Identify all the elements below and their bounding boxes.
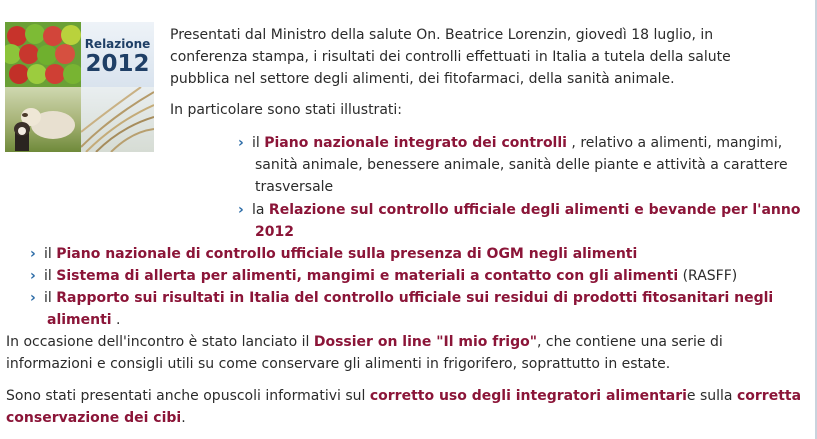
brochures-text: Sono stati presentati anche opuscoli informativi sul [6,388,370,404]
apples-photo [5,22,81,87]
badge-year: 2012 [85,51,150,77]
intro-line-1: Presentati dal Ministro della salute On. Beatrice Lorenzin, giovedì 18 luglio, in [170,27,714,43]
illustrated-heading: In particolare sono stati illustrati: [170,102,402,118]
link-rapporto-residui[interactable]: Rapporto sui risultati in Italia del controllo ufficiale sui residui di prodotti fitosanitari negli [56,290,774,306]
list-item-ogm [30,243,637,265]
dossier-line-1 [6,331,723,353]
item-prefix: il [252,135,265,151]
relazione-2012-badge [81,22,154,87]
relazione-2012-thumbnail[interactable] [5,22,154,152]
brochures-text-end: . [181,410,186,426]
list-item-rasff [30,265,737,287]
list-item-rapporto-residui-line-2 [47,309,121,331]
item-prefix: la [252,202,269,218]
link-relazione-controllo-ufficiale-cont[interactable]: 2012 [255,224,294,240]
intro-line-3: pubblica nel settore degli alimenti, dei fitofarmaci, della sanità animale. [170,71,675,87]
dossier-text-after: , che contiene una serie di [537,334,723,350]
dossier-text: In occasione dell'incontro è stato lanciato il [6,334,314,350]
link-piano-ogm[interactable]: Piano nazionale di controllo ufficiale sulla presenza di OGM negli alimenti [56,246,638,262]
brochures-line-2 [6,407,186,429]
chevron-right-icon: › [30,246,36,262]
list-item-relazione [238,199,800,221]
list-item-piano-integrato-line-2: sanità animale, benessere animale, sanità delle piante e attività a carattere [255,157,788,173]
link-piano-nazionale-integrato[interactable]: Piano nazionale integrato dei controlli [264,135,567,151]
link-integratori-alimentari[interactable]: corretto uso degli integratori alimentari [369,388,687,404]
list-item-rapporto-residui [30,287,773,309]
chevron-right-icon: › [30,268,36,284]
item-prefix: il [44,290,57,306]
list-item-piano-integrato-line-3: trasversale [255,179,334,195]
badge-label: Relazione [84,37,151,51]
list-item-piano-integrato [238,132,782,154]
dossier-line-2: informazioni e consigli utili su come conservare gli alimenti in frigorifero, soprattutto in estate. [6,356,671,372]
chevron-right-icon: › [30,290,36,306]
cattle-photo [5,87,81,152]
chevron-right-icon: › [238,202,244,218]
link-corretta-conservazione[interactable]: corretta [736,388,802,404]
link-sistema-allerta[interactable]: Sistema di allerta per alimenti, mangimi e materiali a contatto con gli alimenti [56,268,679,284]
item-prefix: il [44,246,57,262]
link-corretta-conservazione-cont[interactable]: conservazione dei cibi [6,410,182,426]
chevron-right-icon: › [238,135,244,151]
item-suffix: . [111,312,121,328]
item-prefix: il [44,268,57,284]
list-item-relazione-line-2 [255,221,294,243]
wheat-photo [81,87,154,152]
brochures-line-1 [6,385,801,407]
brochures-text-middle: e sulla [686,388,737,404]
link-dossier-mio-frigo[interactable]: Dossier on line "Il mio frigo" [313,334,537,350]
link-relazione-controllo-ufficiale[interactable]: Relazione sul controllo ufficiale degli alimenti e bevande per l'anno [268,202,801,218]
item-suffix: (RASFF) [678,268,738,284]
item-suffix: , relativo a alimenti, mangimi, [566,135,783,151]
link-rapporto-residui-cont[interactable]: alimenti [47,312,112,328]
intro-line-2: conferenza stampa, i risultati dei controlli effettuati in Italia a tutela della salute [170,49,731,65]
